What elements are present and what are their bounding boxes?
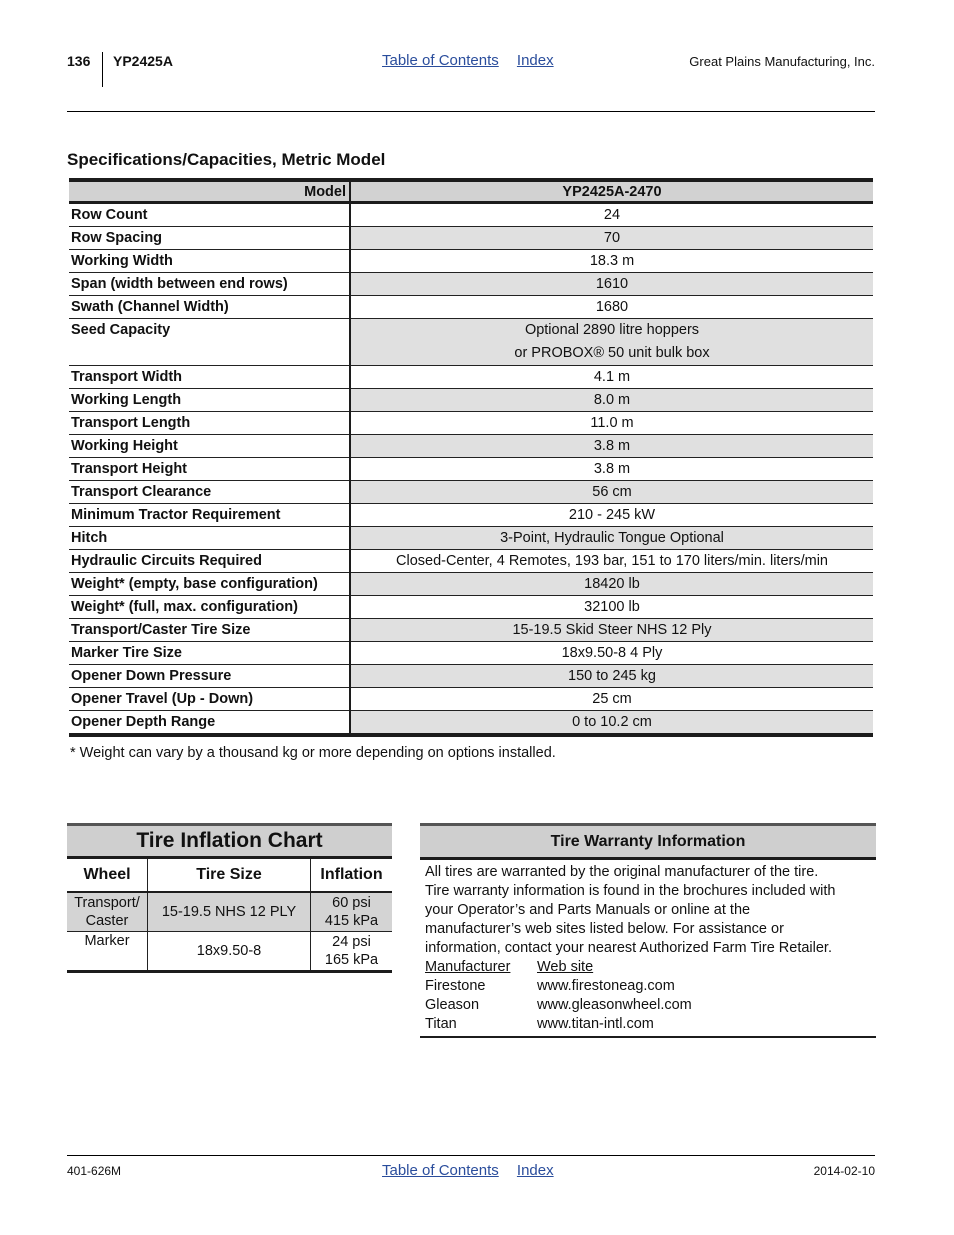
spec-value: 4.1 m bbox=[350, 366, 873, 389]
page-number: 136 bbox=[67, 53, 91, 69]
tire-inflation-chart bbox=[67, 823, 392, 973]
spec-value: 8.0 m bbox=[350, 389, 873, 412]
spec-row bbox=[69, 435, 873, 458]
spec-value-line: Optional 2890 litre hoppers bbox=[524, 322, 700, 338]
spec-label: Weight* (full, max. configuration) bbox=[69, 596, 350, 619]
footer-rule bbox=[67, 1155, 875, 1156]
specifications-table bbox=[69, 178, 873, 737]
spec-value: 3.8 m bbox=[350, 458, 873, 481]
spec-label: Marker Tire Size bbox=[69, 642, 350, 665]
weight-footnote: * Weight can vary by a thousand kg or more depending on options installed. bbox=[70, 745, 556, 761]
wheel-cell bbox=[67, 932, 148, 972]
tire-size-header: Tire Size bbox=[148, 859, 311, 892]
manufacturer-name: Titan bbox=[425, 1016, 457, 1032]
spec-label: Hitch bbox=[69, 527, 350, 550]
spec-value: 11.0 m bbox=[350, 412, 873, 435]
manufacturer-row bbox=[425, 996, 871, 1015]
manufacturer-header: Manufacturer bbox=[425, 959, 511, 975]
spec-label: Working Width bbox=[69, 250, 350, 273]
warranty-text-line: your Operator’s and Parts Manuals or online at the bbox=[425, 902, 751, 918]
spec-row bbox=[69, 227, 873, 250]
tire-warranty-title: Tire Warranty Information bbox=[420, 823, 876, 860]
footer-table-of-contents-link[interactable]: Table of Contents bbox=[382, 1162, 499, 1179]
footer-index-link[interactable]: Index bbox=[516, 1162, 554, 1179]
spec-row bbox=[69, 389, 873, 412]
spec-value: 56 cm bbox=[350, 481, 873, 504]
tire-inflation-row bbox=[67, 932, 392, 972]
wheel-line: Marker bbox=[84, 933, 130, 949]
spec-row bbox=[69, 458, 873, 481]
spec-row bbox=[69, 619, 873, 642]
tire-warranty-box bbox=[420, 823, 876, 1038]
spec-row bbox=[69, 527, 873, 550]
spec-value: 15-19.5 Skid Steer NHS 12 Ply bbox=[350, 619, 873, 642]
manufacturer-website: www.gleasonwheel.com bbox=[537, 997, 692, 1013]
spec-row bbox=[69, 642, 873, 665]
tire-inflation-title: Tire Inflation Chart bbox=[67, 823, 392, 859]
spec-row bbox=[69, 203, 873, 227]
inflation-header: Inflation bbox=[311, 859, 393, 892]
manufacturer-header-row bbox=[425, 958, 871, 977]
spec-row bbox=[69, 319, 873, 366]
inflation-cell bbox=[311, 932, 393, 972]
spec-row bbox=[69, 711, 873, 736]
table-of-contents-link[interactable]: Table of Contents bbox=[382, 52, 499, 69]
spec-row bbox=[69, 296, 873, 319]
spec-label: Transport Width bbox=[69, 366, 350, 389]
company-name: Great Plains Manufacturing, Inc. bbox=[689, 54, 875, 69]
spec-value: 18x9.50-8 4 Ply bbox=[350, 642, 873, 665]
warranty-text-line: manufacturer’s web sites listed below. For assistance or bbox=[425, 921, 784, 937]
spec-value: Closed-Center, 4 Remotes, 193 bar, 151 to 170 liters/min. liters/min bbox=[350, 550, 873, 573]
spec-label: Swath (Channel Width) bbox=[69, 296, 350, 319]
spec-label: Weight* (empty, base configuration) bbox=[69, 573, 350, 596]
spec-label: Transport Length bbox=[69, 412, 350, 435]
spec-row bbox=[69, 412, 873, 435]
spec-label: Row Spacing bbox=[69, 227, 350, 250]
spec-value: 18.3 m bbox=[350, 250, 873, 273]
tire-size-cell: 18x9.50-8 bbox=[148, 932, 311, 972]
header-rule bbox=[67, 111, 875, 112]
inflation-kpa: 165 kPa bbox=[324, 952, 379, 968]
spec-label: Opener Down Pressure bbox=[69, 665, 350, 688]
wheel-cell bbox=[67, 892, 148, 932]
spec-row bbox=[69, 273, 873, 296]
spec-value: 25 cm bbox=[350, 688, 873, 711]
spec-label: Minimum Tractor Requirement bbox=[69, 504, 350, 527]
manufacturer-row bbox=[425, 1015, 871, 1034]
spec-label: Hydraulic Circuits Required bbox=[69, 550, 350, 573]
spec-label: Transport Clearance bbox=[69, 481, 350, 504]
index-link[interactable]: Index bbox=[516, 52, 554, 69]
website-header: Web site bbox=[537, 959, 594, 975]
warranty-text-line: All tires are warranted by the original manufacturer of the tire. bbox=[425, 864, 819, 880]
manufacturer-name: Firestone bbox=[425, 978, 486, 994]
section-title: Specifications/Capacities, Metric Model bbox=[67, 150, 386, 169]
manufacturer-name: Gleason bbox=[425, 997, 480, 1013]
spec-value: 3-Point, Hydraulic Tongue Optional bbox=[350, 527, 873, 550]
spec-row bbox=[69, 250, 873, 273]
spec-value: 3.8 m bbox=[350, 435, 873, 458]
spec-value-line: or PROBOX® 50 unit bulk box bbox=[514, 345, 710, 361]
footer-nav bbox=[382, 1162, 554, 1179]
model-name: YP2425A bbox=[113, 53, 173, 69]
spec-row bbox=[69, 688, 873, 711]
wheel-line: Caster bbox=[85, 913, 129, 929]
spec-value: 70 bbox=[350, 227, 873, 250]
warranty-text-line: information, contact your nearest Authorized Farm Tire Retailer. bbox=[425, 940, 832, 956]
spec-value: 150 to 245 kg bbox=[350, 665, 873, 688]
spec-label: Row Count bbox=[69, 203, 350, 227]
spec-label: Working Length bbox=[69, 389, 350, 412]
spec-value: 210 - 245 kW bbox=[350, 504, 873, 527]
spec-value: 1610 bbox=[350, 273, 873, 296]
wheel-header: Wheel bbox=[67, 859, 148, 892]
header-nav bbox=[382, 52, 554, 69]
spec-label: Transport Height bbox=[69, 458, 350, 481]
manufacturer-website: www.titan-intl.com bbox=[537, 1016, 654, 1032]
document-date: 2014-02-10 bbox=[813, 1164, 875, 1178]
spec-row bbox=[69, 481, 873, 504]
header-divider bbox=[102, 52, 103, 87]
spec-label: Span (width between end rows) bbox=[69, 273, 350, 296]
tire-size-cell: 15-19.5 NHS 12 PLY bbox=[148, 892, 311, 932]
tire-warranty-body bbox=[420, 860, 876, 1038]
spec-label: Opener Travel (Up - Down) bbox=[69, 688, 350, 711]
manufacturer-website: www.firestoneag.com bbox=[537, 978, 675, 994]
spec-value: 0 to 10.2 cm bbox=[350, 711, 873, 736]
manufacturer-row bbox=[425, 977, 871, 996]
inflation-psi: 24 psi bbox=[332, 934, 371, 950]
wheel-line: Transport/ bbox=[74, 895, 140, 911]
spec-value: 32100 lb bbox=[350, 596, 873, 619]
tire-inflation-table bbox=[67, 859, 392, 973]
spec-value: 18420 lb bbox=[350, 573, 873, 596]
model-column-header: Model bbox=[69, 180, 350, 203]
spec-label: Working Height bbox=[69, 435, 350, 458]
spec-label: Transport/Caster Tire Size bbox=[69, 619, 350, 642]
spec-value: 1680 bbox=[350, 296, 873, 319]
spec-row bbox=[69, 665, 873, 688]
inflation-kpa: 415 kPa bbox=[324, 913, 379, 929]
spec-row bbox=[69, 573, 873, 596]
spec-label: Seed Capacity bbox=[69, 319, 350, 366]
spec-header-row bbox=[69, 180, 873, 203]
spec-label: Opener Depth Range bbox=[69, 711, 350, 736]
document-number: 401-626M bbox=[67, 1164, 122, 1178]
spec-value: 24 bbox=[350, 203, 873, 227]
tire-inflation-row bbox=[67, 892, 392, 932]
spec-row bbox=[69, 504, 873, 527]
spec-row bbox=[69, 550, 873, 573]
inflation-cell bbox=[311, 892, 393, 932]
spec-row bbox=[69, 366, 873, 389]
model-value-header: YP2425A-2470 bbox=[350, 180, 873, 203]
tire-inflation-header-row bbox=[67, 859, 392, 892]
spec-value bbox=[350, 319, 873, 366]
warranty-text-line: Tire warranty information is found in the brochures included with bbox=[425, 883, 836, 899]
inflation-psi: 60 psi bbox=[332, 895, 371, 911]
spec-row bbox=[69, 596, 873, 619]
